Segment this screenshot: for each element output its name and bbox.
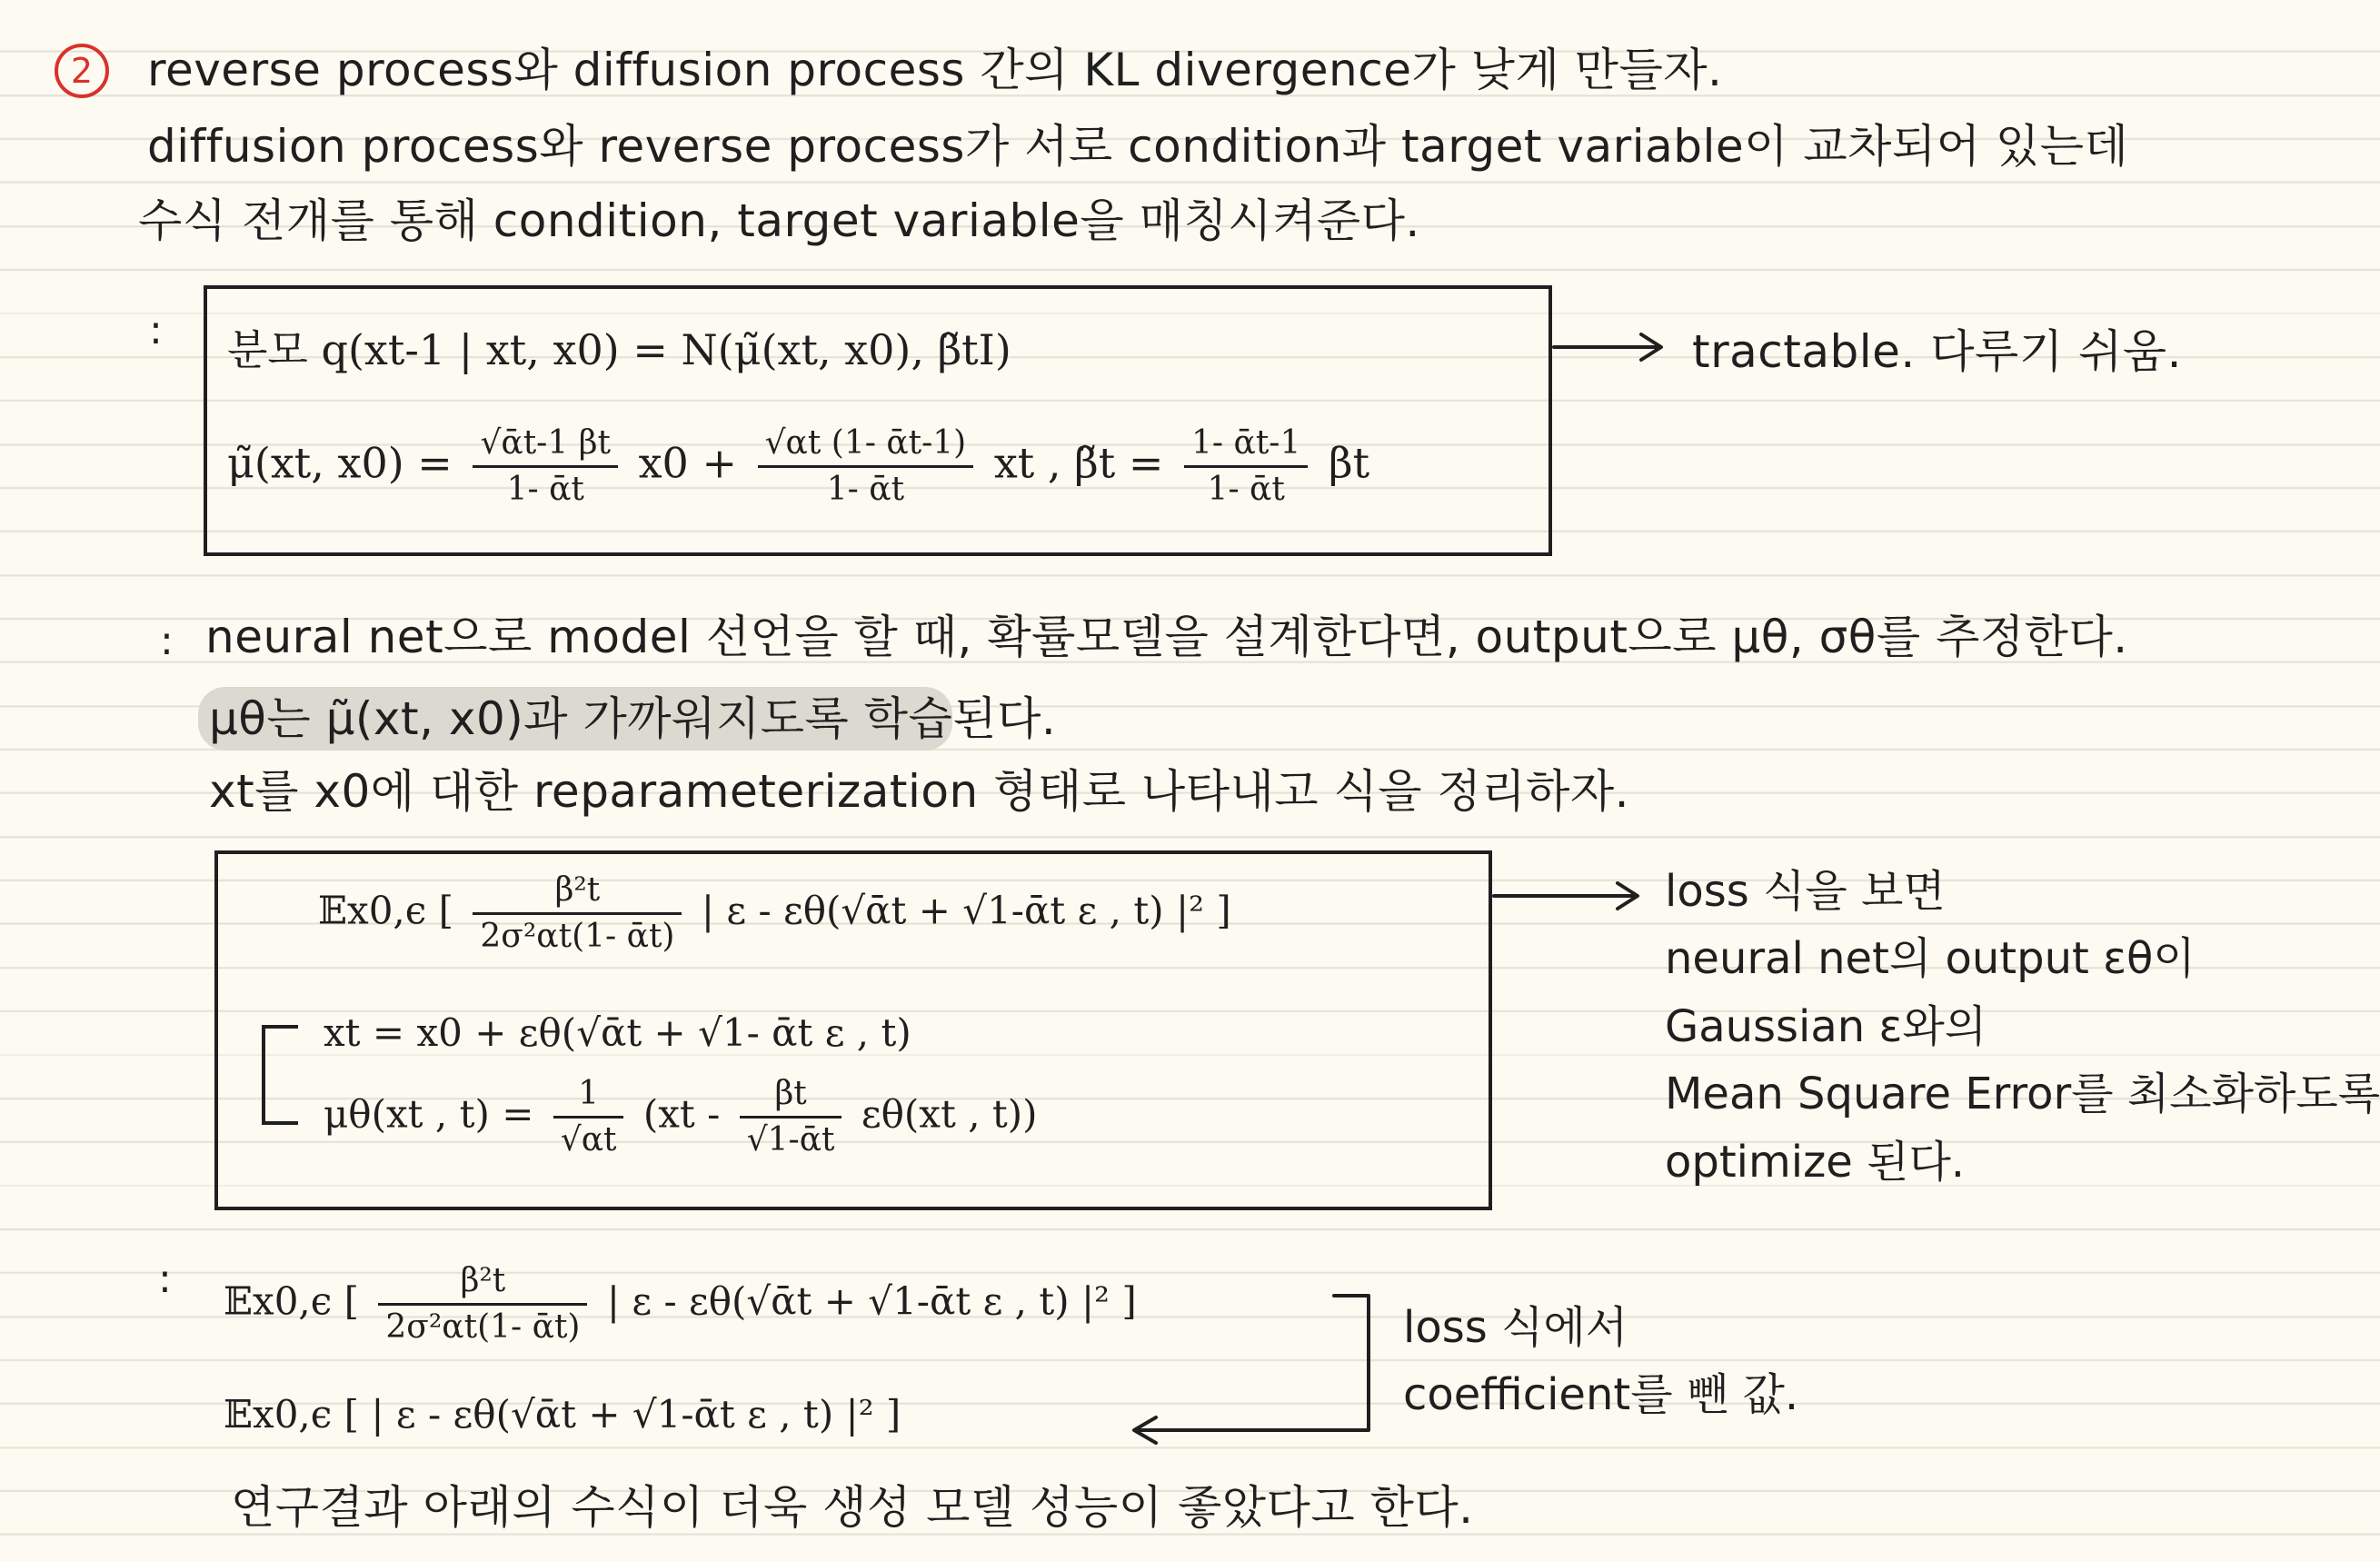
formula-term: (xt - — [642, 1091, 721, 1137]
intro-line-1: reverse process와 diffusion process 간의 KL divergence가 낮게 만들자. — [147, 44, 1723, 96]
fraction-denominator: 1- ᾱt — [826, 471, 905, 508]
note-line: coefficient를 뺀 값. — [1403, 1369, 1799, 1421]
note-line: loss 식을 보면 — [1665, 866, 1946, 917]
note-line: neural net의 output εθ이 — [1665, 933, 2196, 985]
posterior-mean-lhs: μ̃(xt, x0) = — [227, 438, 453, 488]
mu-theta-lhs: μθ(xt , t) = — [324, 1091, 534, 1137]
fraction-denominator: √1-ᾱt — [746, 1121, 835, 1158]
fraction-denominator: 2σ²αt(1- ᾱt) — [385, 1308, 581, 1346]
note-line: Gaussian ε와의 — [1665, 1000, 1987, 1052]
loss-norm-term: | ε - εθ(√ᾱt + √1-ᾱt ε , t) |² ] — [701, 888, 1231, 933]
fraction-numerator: β²t — [473, 874, 682, 915]
note-line: Mean Square Error를 최소화하도록 — [1665, 1069, 2380, 1120]
colon-bullet-1: : — [149, 307, 163, 353]
simplified-loss-formula: 𝔼x0,ϵ [ | ε - εθ(√ᾱt + √1-ᾱt ε , t) |² ] — [224, 1392, 901, 1437]
intro-line-3: 수식 전개를 통해 condition, target variable을 매칭시켜준다. — [138, 194, 1420, 247]
fraction-denominator: √αt — [560, 1121, 617, 1158]
tractable-note: tractable. 다루기 쉬움. — [1692, 325, 2183, 378]
colon-bullet-3: : — [158, 1256, 172, 1302]
expectation-prefix: 𝔼x0,ϵ [ — [318, 888, 454, 933]
posterior-distribution-formula: 분모 q(xt-1 | xt, x0) = N(μ̃(xt, x0), β̃tI) — [227, 325, 1011, 374]
note-line: loss 식에서 — [1403, 1302, 1628, 1353]
note-line: optimize 된다. — [1665, 1136, 1966, 1188]
intro-line-2: diffusion process와 reverse process가 서로 condition과 target variable이 교차되어 있는데 — [147, 120, 2129, 173]
fraction-numerator: 1- ᾱt-1 — [1184, 427, 1308, 468]
formula-term: xt , β̃t = — [993, 438, 1164, 488]
section-number-marker: 2 — [55, 44, 109, 98]
section2-line-3: xt를 x0에 대한 reparameterization 형태로 나타내고 식을 정리하자. — [209, 765, 1630, 818]
fraction-denominator: 2σ²αt(1- ᾱt) — [480, 918, 675, 955]
formula-term: βt — [1329, 438, 1370, 488]
fraction-numerator: √αt (1- ᾱt-1) — [758, 427, 974, 468]
expectation-prefix: 𝔼x0,ϵ [ — [224, 1278, 360, 1324]
fraction-numerator: 1 — [553, 1078, 624, 1119]
fraction-numerator: √ᾱt-1 βt — [473, 427, 618, 468]
loss-norm-term: | ε - εθ(√ᾱt + √1-ᾱt ε , t) |² ] — [606, 1278, 1137, 1324]
fraction-numerator: βt — [740, 1078, 842, 1119]
bracket-arrow-to-simplified-icon — [1134, 1296, 1369, 1443]
fraction-denominator: 1- ᾱt — [1207, 471, 1285, 508]
formula-term: εθ(xt , t)) — [861, 1091, 1038, 1137]
conclusion-line: 연구결과 아래의 수식이 더욱 생성 모델 성능이 좋았다고 한다. — [231, 1481, 1474, 1534]
section2-line-1: neural net으로 model 선언을 할 때, 확률모델을 설계한다면, output으로 μθ, σθ를 추정한다. — [205, 611, 2128, 663]
arrow-to-tractable-icon — [1554, 334, 1661, 360]
arrow-to-loss-note-icon — [1494, 883, 1638, 909]
section2-line-2-highlighted: μθ는 μ̃(xt, x0)과 가까워지도록 학습된다. — [209, 692, 1057, 745]
fraction-denominator: 1- ᾱt — [506, 471, 584, 508]
colon-bullet-2: : — [160, 618, 174, 664]
formula-term: x0 + — [638, 438, 737, 488]
reparameterization-formula: xt = x0 + εθ(√ᾱt + √1- ᾱt ε , t) — [324, 1010, 911, 1055]
fraction-numerator: β²t — [378, 1265, 587, 1306]
